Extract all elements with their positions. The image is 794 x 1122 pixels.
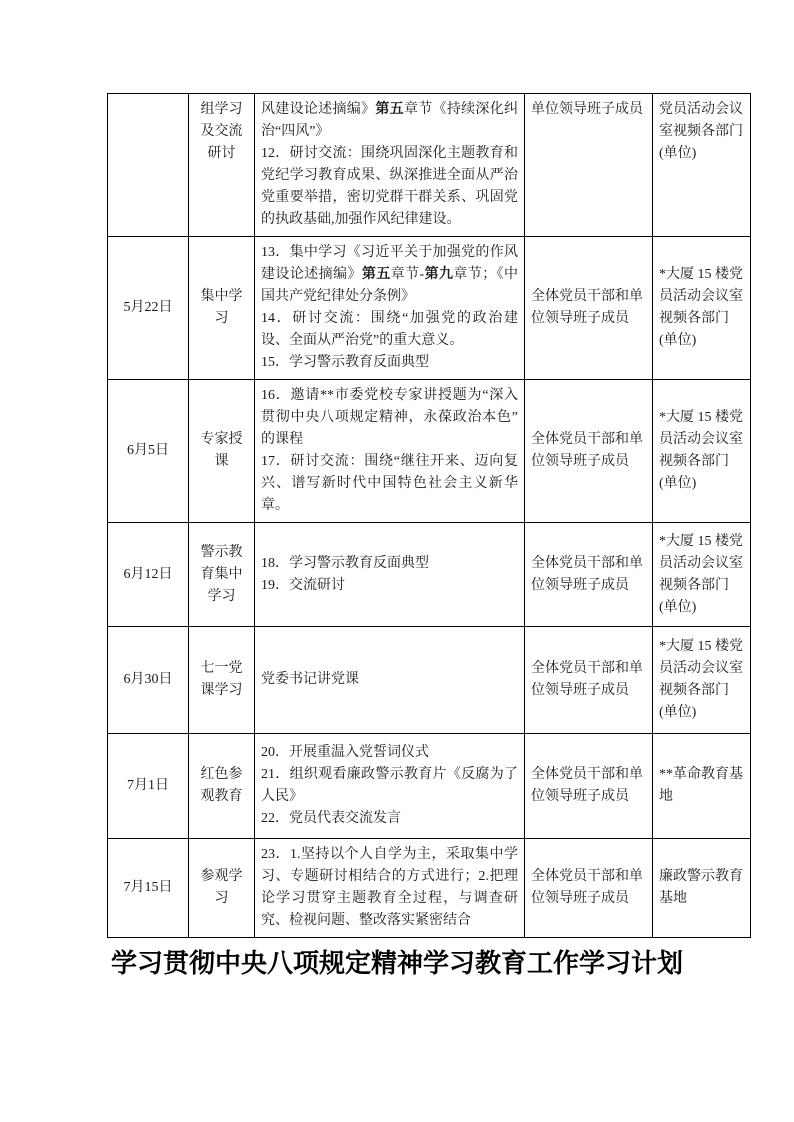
content-paragraph [261, 575, 518, 597]
schedule-table [107, 93, 751, 938]
activity-type-cell: 专家授课 [189, 380, 255, 523]
activity-type-cell: 组学习及交流研讨 [189, 94, 255, 237]
text-segment: 18．学习警示教育反面典型 [261, 555, 429, 571]
date-cell: 6月12日 [108, 523, 189, 627]
document-title: 学习贯彻中央八项规定精神学习教育工作学习计划 [110, 948, 683, 978]
location-cell: *大厦 15 楼党员活动会议室视频各部门(单位) [653, 237, 751, 380]
date-cell [108, 94, 189, 237]
location-cell: 党员活动会议室视频各部门(单位) [653, 94, 751, 237]
activity-type-cell: 红色参观教育 [189, 734, 255, 839]
text-segment: 15．学习警示教育反面典型 [261, 355, 429, 370]
content-cell [255, 94, 525, 237]
table-row [108, 237, 751, 380]
date-cell: 7月15日 [108, 839, 189, 938]
content-cell [255, 839, 525, 938]
text-segment: 风建设论述摘编》 [261, 102, 376, 117]
text-segment: 21．组织观看廉政警示教育片《反腐为了人民》 [261, 767, 518, 804]
text-segment: 19．交流研讨 [261, 577, 345, 593]
bold-text-segment: 第五 [361, 267, 391, 282]
date-cell: 6月30日 [108, 627, 189, 734]
bold-text-segment: 第五 [375, 102, 404, 117]
content-cell [255, 523, 525, 627]
location-cell: *大厦 15 楼党员活动会议室视频各部门(单位) [653, 627, 751, 734]
text-segment: 23．1.坚持以个人自学为主，采取集中学习、专题研讨相结合的方式进行；2.把理论学习贯穿主题教育全过程，与调查研究、检视问题、整改落实紧密结合 [261, 847, 518, 928]
content-paragraph [261, 242, 518, 308]
participants-cell: 全体党员干部和单位领导班子成员 [525, 523, 653, 627]
participants-cell: 全体党员干部和单位领导班子成员 [525, 380, 653, 523]
text-segment: 12．研讨交流：围绕巩固深化主题教育和党纪学习教育成果、纵深推进全面从严治党重要举措，密切党群干群关系、巩固党的执政基础,加强作风纪律建设。 [261, 146, 518, 227]
schedule-table-body [108, 94, 751, 938]
date-cell: 6月5日 [108, 380, 189, 523]
bold-text-segment: 第九 [424, 267, 454, 282]
table-row [108, 839, 751, 938]
activity-type-cell: 集中学习 [189, 237, 255, 380]
text-segment: 章节；《中国共产党纪律处分条例》 [261, 267, 519, 304]
date-cell: 5月22日 [108, 237, 189, 380]
table-row [108, 523, 751, 627]
participants-cell: 单位领导班子成员 [525, 94, 653, 237]
text-segment: 20．开展重温入党誓词仪式 [261, 745, 429, 760]
table-row [108, 627, 751, 734]
participants-cell: 全体党员干部和单位领导班子成员 [525, 734, 653, 839]
text-segment: 17．研讨交流：围绕“继往开来、迈向复兴、谱写新时代中国特色社会主义新华章。 [261, 454, 518, 513]
content-paragraph [261, 352, 518, 374]
content-paragraph [261, 844, 518, 932]
text-segment: 章节- [390, 267, 425, 282]
table-row [108, 734, 751, 839]
location-cell: *大厦 15 楼党员活动会议室视频各部门(单位) [653, 523, 751, 627]
activity-type-cell: 警示教育集中学习 [189, 523, 255, 627]
content-paragraph [261, 764, 518, 808]
content-cell [255, 380, 525, 523]
content-paragraph [261, 308, 518, 352]
content-paragraph [261, 99, 518, 143]
content-paragraph [261, 143, 518, 231]
content-paragraph [261, 553, 518, 575]
text-segment: 13．集中学习《习近平关于加强党的作风建设论述摘编》 [261, 245, 518, 282]
activity-type-cell: 七一党课学习 [189, 627, 255, 734]
content-paragraph [261, 385, 518, 451]
activity-type-cell: 参观学习 [189, 839, 255, 938]
participants-cell: 全体党员干部和单位领导班子成员 [525, 627, 653, 734]
content-cell [255, 237, 525, 380]
participants-cell: 全体党员干部和单位领导班子成员 [525, 237, 653, 380]
table-row [108, 380, 751, 523]
table-row [108, 94, 751, 237]
text-segment: 章节《持续深化纠治“四风”》 [261, 102, 519, 139]
content-paragraph [261, 669, 518, 691]
content-paragraph [261, 808, 518, 830]
location-cell: **革命教育基地 [653, 734, 751, 839]
participants-cell: 全体党员干部和单位领导班子成员 [525, 839, 653, 938]
content-cell [255, 734, 525, 839]
text-segment: 党委书记讲党课 [261, 672, 359, 687]
text-segment: 16．邀请**市委党校专家讲授题为“深入贯彻中央八项规定精神，永葆政治本色”的课程 [261, 388, 518, 447]
text-segment: 14．研讨交流：围绕“加强党的政治建设、全面从严治党”的重大意义。 [261, 311, 518, 348]
content-paragraph [261, 451, 518, 517]
content-cell [255, 627, 525, 734]
location-cell: 廉政警示教育基地 [653, 839, 751, 938]
text-segment: 22．党员代表交流发言 [261, 811, 401, 826]
location-cell: *大厦 15 楼党员活动会议室视频各部门(单位) [653, 380, 751, 523]
date-cell: 7月1日 [108, 734, 189, 839]
content-paragraph [261, 742, 518, 764]
